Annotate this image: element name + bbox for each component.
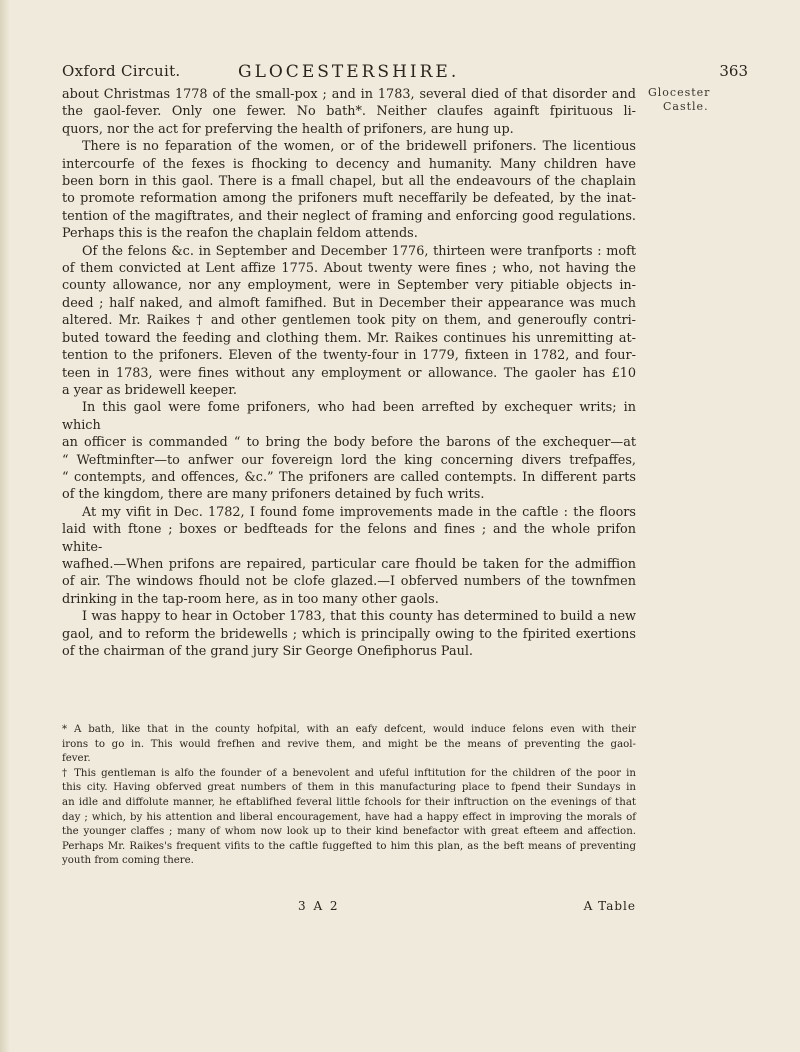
text-line: † This gentleman is alfo the founder of a benevolent and ufeful inftitution for the children of the poor in xyxy=(62,767,636,779)
paragraph xyxy=(62,504,636,608)
text-line: of the kingdom, there are many prifoners detained by fuch writs. xyxy=(62,487,485,503)
text-line: gaol, and to reform the bridewells ; which is principally owing to the fpirited exertions xyxy=(62,626,636,642)
footnotes xyxy=(62,723,636,869)
margin-note xyxy=(648,86,758,114)
paragraph xyxy=(62,608,636,660)
text-line: the younger claffes ; many of whom now look up to their kind benefactor with great efteem and affection. xyxy=(62,826,636,838)
text-line: “ Weftminfter—to anfwer our fovereign lord the king concerning divers trefpaffes, xyxy=(62,452,636,468)
text-line: an officer is commanded “ to bring the body before the barons of the exchequer—at xyxy=(62,435,636,451)
text-line: Perhaps Mr. Raikes's frequent vifits to the caftle fuggefted to him this plan, as the beft means of preventing xyxy=(62,840,636,852)
text-line: I was happy to hear in October 1783, that this county has determined to build a new xyxy=(82,609,636,625)
running-header xyxy=(62,62,760,82)
paragraph xyxy=(62,399,636,503)
text-line: There is no feparation of the women, or of the bridewell prifoners. The licentious xyxy=(82,139,636,155)
text-line: this city. Having obferved great numbers of them in this manufacturing place to fpend their Sundays in xyxy=(62,782,636,794)
text-line: an idle and diffolute manner, he eftablifhed feveral little fchools for their inftruction on the evenings of that xyxy=(62,796,636,808)
text-line: wafhed.—When prifons are repaired, particular care fhould be taken for the admiffion xyxy=(62,556,636,572)
text-line: of air. The windows fhould not be clofe glazed.—I obferved numbers of the townfmen xyxy=(62,574,636,590)
page-footer xyxy=(62,899,636,917)
text-line: * A bath, like that in the county hofpital, with an eafy defcent, would induce felons even with their xyxy=(62,724,636,735)
margin-note-line: Glocester xyxy=(648,86,711,99)
text-line: quors, nor the act for preferving the health of prifoners, are hung up. xyxy=(62,121,514,137)
text-line: “ contempts, and offences, &c.” The prifoners are called contempts. In different parts xyxy=(62,469,636,485)
text-line: drinking in the tap-room here, as in too many other gaols. xyxy=(62,591,439,607)
text-line: deed ; half naked, and almoft famifhed. But in December their appearance was much xyxy=(62,295,636,311)
text-line: teen in 1783, were fines without any employment or allowance. The gaoler has £10 xyxy=(62,365,636,381)
text-line: In this gaol were fome prifoners, who had been arrefted by exchequer writs; in which xyxy=(62,400,636,433)
text-line: irons to go in. This would frefhen and revive them, and might be the means of preventing the gaol- xyxy=(62,738,636,750)
signature-mark: 3 A 2 xyxy=(298,899,340,913)
main-text xyxy=(62,86,636,660)
text-line: fever. xyxy=(62,753,91,765)
text-line: altered. Mr. Raikes † and other gentlemen took pity on them, and generoufly contri- xyxy=(62,313,636,329)
text-line: a year as bridewell keeper. xyxy=(62,382,237,398)
paragraph xyxy=(62,138,636,242)
catchword: A Table xyxy=(583,899,636,913)
text-line: Of the felons &c. in September and December 1776, thirteen were tranfports : moft xyxy=(82,243,636,259)
text-line: of the chairman of the grand jury Sir George Onefiphorus Paul. xyxy=(62,644,473,659)
paragraph xyxy=(62,86,636,138)
text-line: the gaol-fever. Only one fewer. No bath*. Neither claufes againft fpirituous li- xyxy=(62,104,636,120)
footnote xyxy=(62,767,636,869)
header-circuit: Oxford Circuit. xyxy=(62,62,181,80)
text-line: been born in this gaol. There is a fmall chapel, but all the endeavours of the chaplain xyxy=(62,174,636,190)
text-line: of them convicted at Lent affize 1775. About twenty were fines ; who, not having the xyxy=(62,261,636,277)
binding-shadow xyxy=(0,0,10,1052)
header-county: GLOCESTERSHIRE. xyxy=(238,62,460,82)
paragraph xyxy=(62,243,636,400)
footnote xyxy=(62,723,636,767)
text-line: tention to the prifoners. Eleven of the twenty-four in 1779, fixteen in 1782, and four- xyxy=(62,348,636,364)
text-line: At my vifit in Dec. 1782, I found fome improvements made in the caftle : the floors xyxy=(82,504,636,520)
text-line: laid with ftone ; boxes or bedfteads for the felons and fines ; and the whole prifon white- xyxy=(62,522,636,555)
margin-note-line: Castle. xyxy=(663,100,709,113)
page-number: 363 xyxy=(719,62,748,80)
text-line: Perhaps this is the reafon the chaplain feldom attends. xyxy=(62,226,418,242)
text-line: tention of the magiftrates, and their neglect of framing and enforcing good regulations. xyxy=(62,208,636,224)
text-line: to promote reformation among the prifoners muft neceffarily be defeated, by the inat- xyxy=(62,191,636,207)
text-line: youth from coming there. xyxy=(62,855,194,867)
text-line: county allowance, nor any employment, were in September very pitiable objects in- xyxy=(62,278,636,294)
text-line: intercourfe of the fexes is fhocking to decency and humanity. Many children have xyxy=(62,156,636,172)
text-line: buted toward the feeding and clothing them. Mr. Raikes continues his unremitting at- xyxy=(62,330,636,346)
text-line: about Christmas 1778 of the small-pox ; and in 1783, several died of that disorder and xyxy=(62,87,636,102)
text-line: day ; which, by his attention and liberal encouragement, have had a happy effect in improving the morals of xyxy=(62,811,636,823)
